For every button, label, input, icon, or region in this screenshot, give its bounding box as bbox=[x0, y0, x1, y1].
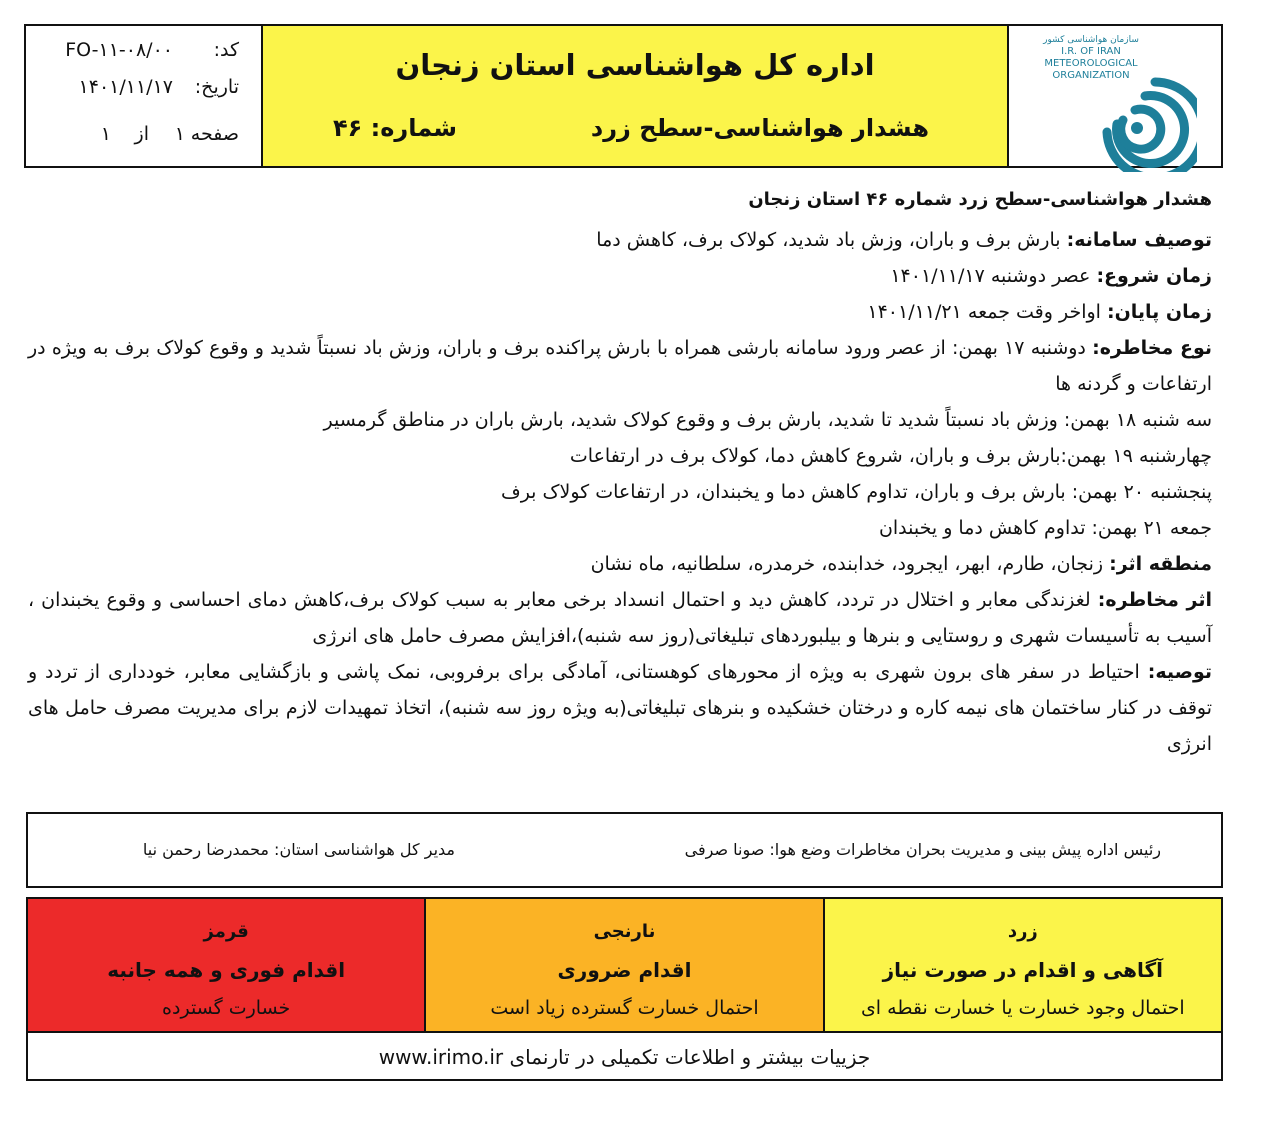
recommendation bbox=[28, 654, 1212, 762]
day-tuesday: سه شنبه ۱۸ بهمن: وزش باد نسبتاً شدید تا شدید، بارش برف و وقوع کولاک شدید، بارش باران در مناطق گرمسیر bbox=[323, 409, 1212, 431]
end-text: اواخر وقت جمعه ۱۴۰۱/۱۱/۲۱ bbox=[867, 301, 1101, 323]
day-wednesday: چهارشنبه ۱۹ بهمن:بارش برف و باران، شروع کاهش دما، کولاک برف در ارتفاعات bbox=[569, 445, 1212, 467]
area-text: زنجان، طارم، ابهر، ایجرود، خدابنده، خرمدره، سلطانیه، ماه نشان bbox=[590, 553, 1104, 575]
level-orange-name: نارنجی bbox=[593, 921, 656, 942]
logo-en-line-1: I.R. OF IRAN bbox=[1061, 46, 1121, 57]
warning-content bbox=[28, 182, 1212, 762]
level-yellow bbox=[823, 899, 1221, 1031]
warning-number: شماره: ۴۶ bbox=[333, 114, 457, 142]
level-red-action: اقدام فوری و همه جانبه bbox=[107, 958, 346, 982]
hazard-text: دوشنبه ۱۷ بهمن: از عصر ورود سامانه بارشی همراه با بارش پراکنده برف و باران، وزش باد نسبتاً شدید و وقوع کولاک برف به ویژه در ارتفاعات و گردنه ها bbox=[28, 337, 1212, 395]
page-row bbox=[26, 123, 261, 153]
logo bbox=[1009, 26, 1221, 166]
start-time bbox=[28, 258, 1212, 294]
system-text: بارش برف و باران، وزش باد شدید، کولاک برف، کاهش دما bbox=[596, 229, 1061, 251]
advice-text: احتیاط در سفر های برون شهری به ویژه از محورهای کوهستانی، آمادگی برای برفروبی، نمک پاشی و بازگشایی معابر، خودداری از تردد و توقف در کنار ساختمان های نیمه کاره و درختان خشکیده و بنرهای تبلیغاتی(به ویژه روز سه شنبه)، اتخاذ تمهیدات لازم برای مدیریت مصرف حامل های انرژی bbox=[28, 661, 1212, 755]
director-signature: مدیر کل هواشناسی استان: محمدرضا رحمن نیا bbox=[142, 840, 455, 859]
level-orange bbox=[424, 899, 822, 1031]
code-value: FO-۱۱-۰۸/۰۰ bbox=[65, 39, 173, 61]
system-description bbox=[28, 222, 1212, 258]
level-yellow-action: آگاهی و اقدام در صورت نیاز bbox=[882, 958, 1163, 982]
area-label: منطقه اثر: bbox=[1109, 553, 1212, 575]
date-value: ۱۴۰۱/۱۱/۱۷ bbox=[78, 76, 173, 98]
signature-box bbox=[26, 812, 1223, 888]
end-time bbox=[28, 294, 1212, 330]
page-of: از bbox=[134, 123, 149, 145]
title-box bbox=[263, 26, 1009, 166]
effect-text: لغزندگی معابر و اختلال در تردد، کاهش دید و احتمال انسداد برخی معابر به سبب کولاک برف،کاهش دمای احساسی و وقوع یخبندان ، آسیب به تأسیسات شهری و روستایی و بنرها و بیلبوردهای تبلیغاتی(روز سه شنبه)،افزایش مصرف حامل های انرژی bbox=[28, 589, 1212, 647]
warning-levels-row bbox=[28, 899, 1221, 1033]
logo-en-line-2: METEOROLOGICAL bbox=[1044, 58, 1138, 69]
hazard-label: نوع مخاطره: bbox=[1092, 337, 1213, 359]
effect-label: اثر مخاطره: bbox=[1097, 589, 1212, 611]
system-label: توصیف سامانه: bbox=[1066, 229, 1212, 251]
logo-en-line-3: ORGANIZATION bbox=[1052, 70, 1130, 81]
date-label: تاریخ: bbox=[194, 76, 239, 98]
warning-heading: هشدار هواشناسی-سطح زرد شماره ۴۶ استان زنجان bbox=[748, 189, 1212, 210]
level-yellow-name: زرد bbox=[1007, 921, 1038, 942]
hazard-type bbox=[28, 330, 1212, 402]
logo-fa-text: سازمان هواشناسی کشور bbox=[1043, 35, 1139, 45]
start-text: عصر دوشنبه ۱۴۰۱/۱۱/۱۷ bbox=[890, 265, 1091, 287]
level-red-desc: خسارت گسترده bbox=[162, 997, 291, 1019]
page-label: صفحه bbox=[190, 123, 239, 145]
level-orange-action: اقدام ضروری bbox=[557, 958, 692, 982]
level-yellow-desc: احتمال وجود خسارت یا خسارت نقطه ای bbox=[860, 997, 1185, 1019]
meteorological-logo-icon bbox=[1037, 62, 1197, 172]
advice-label: توصیه: bbox=[1147, 661, 1213, 683]
affected-area bbox=[28, 546, 1212, 582]
level-orange-desc: احتمال خسارت گسترده زیاد است bbox=[490, 997, 759, 1019]
date-row bbox=[26, 76, 261, 106]
document-meta bbox=[26, 26, 263, 166]
code-label: کد: bbox=[213, 39, 239, 61]
level-red bbox=[28, 899, 424, 1031]
page-total: ۱ bbox=[100, 123, 111, 145]
warning-level-title: هشدار هواشناسی-سطح زرد bbox=[590, 114, 929, 142]
website-footer: جزییات بیشتر و اطلاعات تکمیلی در تارنمای www.irimo.ir bbox=[378, 1045, 871, 1069]
forecast-head-signature: رئیس اداره پیش بینی و مدیریت بحران مخاطرات وضع هوا: صونا صرفی bbox=[684, 840, 1161, 859]
level-red-name: قرمز bbox=[203, 921, 249, 942]
warning-levels-table bbox=[26, 897, 1223, 1081]
code-row bbox=[26, 39, 261, 69]
start-label: زمان شروع: bbox=[1096, 265, 1212, 287]
page-value: ۱ bbox=[174, 123, 185, 145]
page-title: اداره کل هواشناسی استان زنجان bbox=[395, 48, 875, 82]
document-header bbox=[24, 24, 1223, 168]
end-label: زمان پایان: bbox=[1106, 301, 1212, 323]
day-thursday: پنجشنبه ۲۰ بهمن: بارش برف و باران، تداوم کاهش دما و یخبندان، در ارتفاعات کولاک برف bbox=[501, 481, 1212, 503]
day-friday: جمعه ۲۱ بهمن: تداوم کاهش دما و یخبندان bbox=[878, 517, 1212, 539]
hazard-effect bbox=[28, 582, 1212, 654]
